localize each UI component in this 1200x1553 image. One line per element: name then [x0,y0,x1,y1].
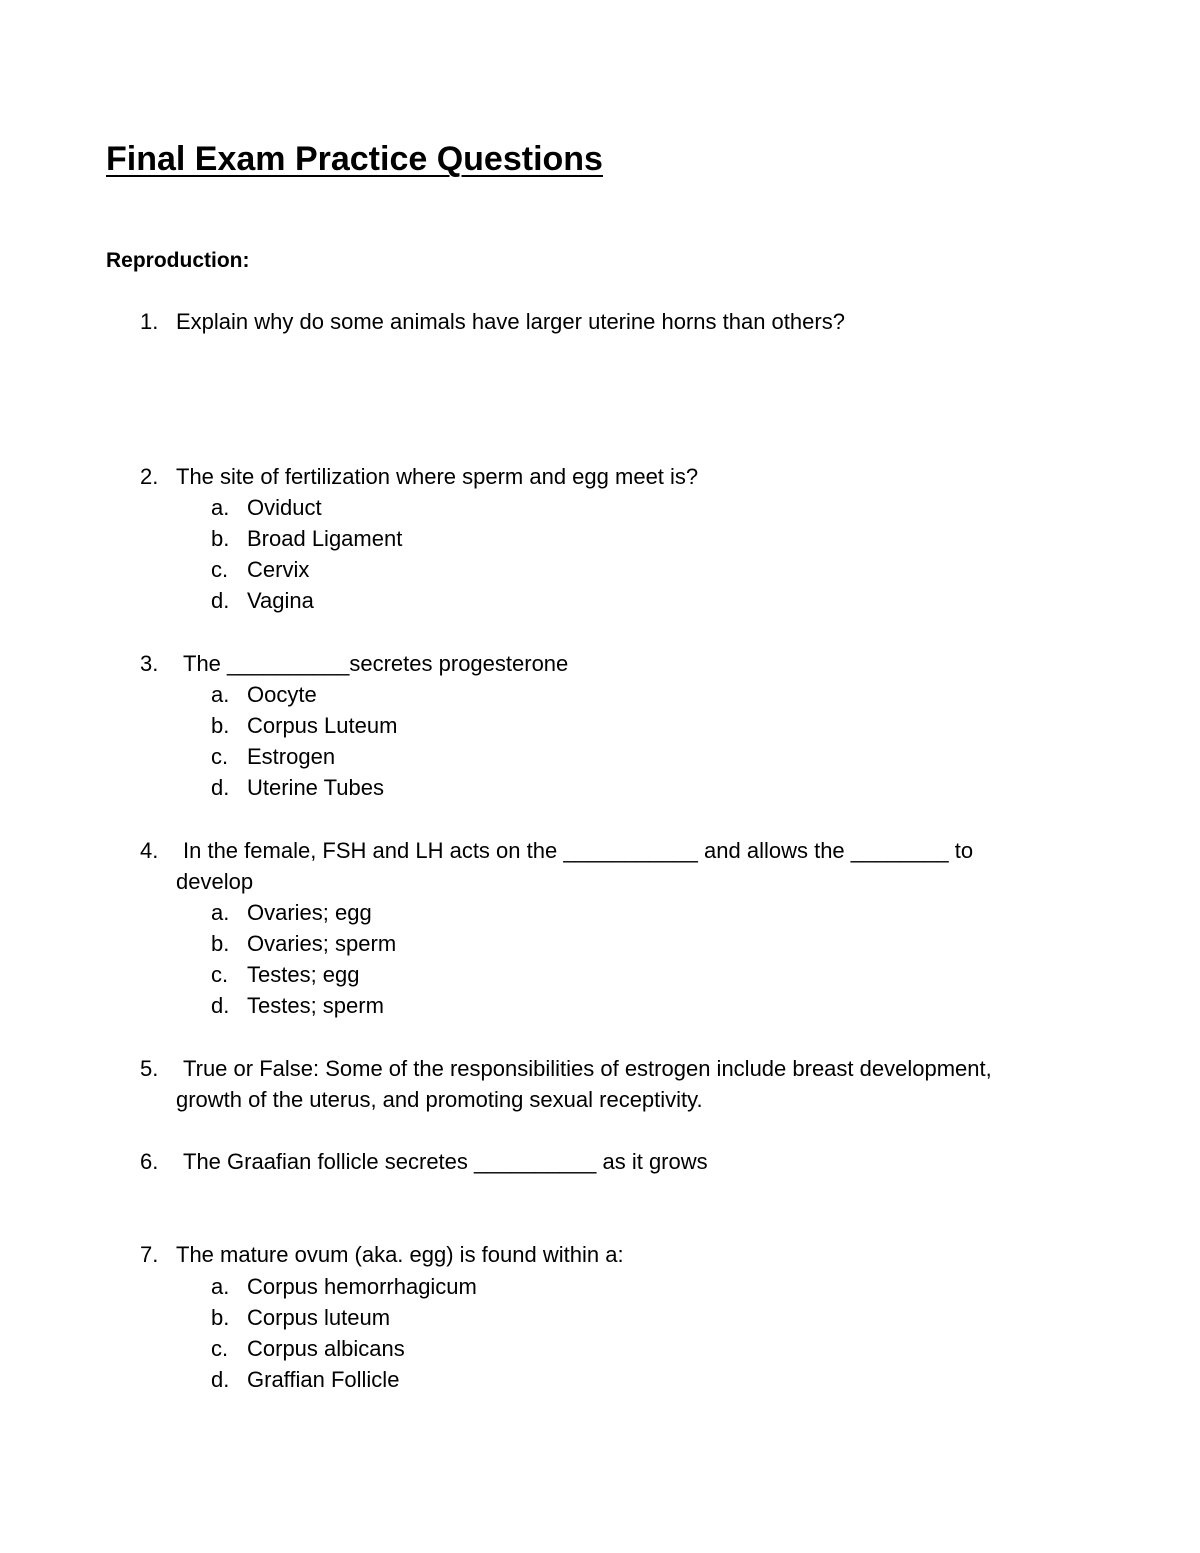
option-text: Estrogen [247,744,336,769]
option-text: Vagina [247,588,314,613]
option-letter: d. [211,1367,230,1392]
option-text: Testes; sperm [247,993,384,1018]
question-text: The site of fertilization where sperm and egg meet is? [176,464,699,489]
option-text: Ovaries; sperm [247,931,397,956]
option-letter: d. [211,588,230,613]
question-text: develop [176,869,254,894]
option-text: Broad Ligament [247,526,403,551]
question-text: Explain why do some animals have larger uterine horns than others? [176,309,845,334]
question-number: 4. [140,838,159,863]
option-letter: a. [211,495,230,520]
option-text: Corpus hemorrhagicum [247,1274,477,1299]
option-text: Cervix [247,557,310,582]
option-letter: d. [211,993,230,1018]
option-text: Corpus Luteum [247,713,398,738]
option-text: Oviduct [247,495,322,520]
question-text: growth of the uterus, and promoting sexual receptivity. [176,1087,703,1112]
option-text: Oocyte [247,682,317,707]
option-letter: b. [211,931,230,956]
option-text: Corpus luteum [247,1305,391,1330]
option-text: Ovaries; egg [247,900,372,925]
page-title: Final Exam Practice Questions [106,140,603,178]
option-letter: c. [211,557,229,582]
question-text: The Graafian follicle secretes __________ as it grows [183,1149,708,1174]
question-number: 3. [140,651,159,676]
question-number: 2. [140,464,159,489]
option-text: Graffian Follicle [247,1367,400,1392]
question-text: The mature ovum (aka. egg) is found within a: [176,1242,624,1267]
option-letter: b. [211,1305,230,1330]
question-number: 1. [140,309,159,334]
question-number: 5. [140,1056,159,1081]
option-text: Corpus albicans [247,1336,405,1361]
option-letter: b. [211,526,230,551]
question-text: True or False: Some of the responsibilities of estrogen include breast development, [183,1056,992,1081]
option-letter: c. [211,962,229,987]
option-letter: a. [211,900,230,925]
section-heading: Reproduction: [106,249,250,272]
question-number: 6. [140,1149,159,1174]
option-letter: c. [211,1336,229,1361]
option-letter: d. [211,775,230,800]
question-number: 7. [140,1242,159,1267]
question-text: In the female, FSH and LH acts on the ___________ and allows the ________ to [183,838,974,863]
option-text: Uterine Tubes [247,775,384,800]
option-letter: a. [211,1274,230,1299]
question-text: The __________secretes progesterone [183,651,569,676]
option-letter: c. [211,744,229,769]
option-letter: a. [211,682,230,707]
option-letter: b. [211,713,230,738]
option-text: Testes; egg [247,962,360,987]
